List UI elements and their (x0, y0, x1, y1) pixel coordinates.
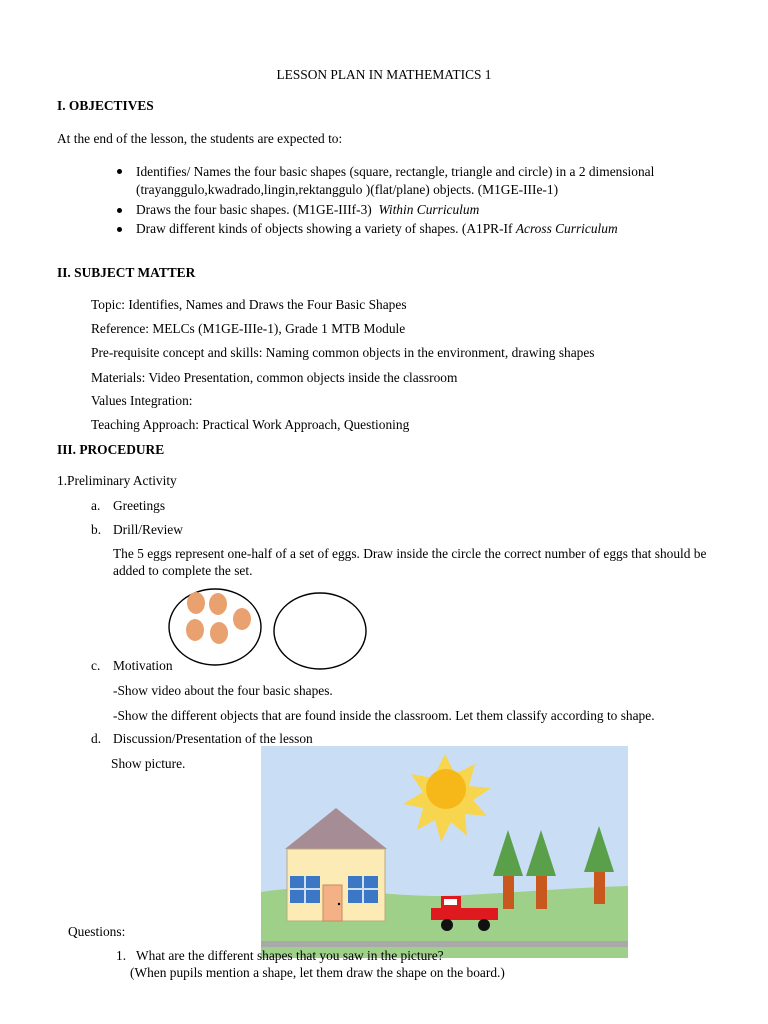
question-1-marker: 1. (116, 948, 127, 963)
shapes-scene-picture (261, 746, 628, 958)
objective-3 (136, 220, 618, 237)
egg-icon (187, 592, 205, 614)
list-marker-a: a. (91, 498, 101, 513)
values-line: Values Integration: (91, 393, 193, 408)
approach-line: Teaching Approach: Practical Work Approach, Questioning (91, 417, 410, 432)
topic-line: Topic: Identifies, Names and Draws the Four Basic Shapes (91, 297, 407, 312)
questions-label: Questions: (68, 924, 126, 939)
objective-1-line-2: (trayanggulo,kwadrado,lingin,rektanggulo )(flat/plane) objects. (M1GE-IIIe-1) (136, 182, 559, 197)
prerequisite-line: Pre-requisite concept and skills: Naming common objects in the environment, drawing shapes (91, 345, 595, 360)
motivation-line-2: -Show the different objects that are found inside the classroom. Let them classify according to shape. (113, 708, 655, 723)
empty-circle (274, 593, 366, 669)
objective-3-italic: Across Curriculum (515, 221, 618, 236)
list-marker-c: c. (91, 658, 101, 673)
egg-icon (209, 593, 227, 615)
window-left (290, 876, 320, 903)
objective-2 (136, 201, 479, 218)
bullet (117, 208, 122, 213)
show-picture-text: Show picture. (111, 756, 186, 771)
motivation-label: Motivation (113, 658, 173, 673)
document-title: LESSON PLAN IN MATHEMATICS 1 (276, 67, 492, 82)
discussion-label: Discussion/Presentation of the lesson (113, 731, 313, 746)
drill-review-label: Drill/Review (113, 522, 183, 537)
greetings-label: Greetings (113, 498, 166, 513)
egg-icon (233, 608, 251, 630)
bullet (117, 169, 122, 174)
objectives-heading: I. OBJECTIVES (57, 98, 154, 113)
question-1-note: (When pupils mention a shape, let them draw the shape on the board.) (130, 965, 505, 980)
objective-3-text: Draw different kinds of objects showing a variety of shapes. (A1PR-If (136, 221, 513, 236)
list-marker-b: b. (91, 522, 102, 537)
procedure-heading: III. PROCEDURE (57, 442, 165, 457)
motivation-line-1: -Show video about the four basic shapes. (113, 683, 333, 698)
objective-1-line-1: Identifies/ Names the four basic shapes (square, rectangle, triangle and circle) in a 2 dimensional (136, 164, 655, 179)
subject-matter-heading: II. SUBJECT MATTER (57, 265, 196, 280)
question-1-text: What are the different shapes that you saw in the picture? (136, 948, 444, 963)
drill-instruction-line-2: added to complete the set. (113, 563, 253, 578)
preliminary-activity: 1.Preliminary Activity (57, 473, 177, 488)
window-right (348, 876, 378, 903)
egg-icon (210, 622, 228, 644)
reference-line: Reference: MELCs (M1GE-IIIe-1), Grade 1 MTB Module (91, 321, 406, 336)
objectives-intro: At the end of the lesson, the students are expected to: (57, 131, 343, 146)
egg-group (186, 592, 251, 644)
objective-2-italic: Within Curriculum (378, 202, 480, 217)
objective-2-text: Draws the four basic shapes. (M1GE-IIIf-3) (136, 202, 372, 217)
materials-line: Materials: Video Presentation, common objects inside the classroom (91, 370, 458, 385)
eggs-circles-illustration (168, 580, 368, 670)
egg-icon (186, 619, 204, 641)
bullet (117, 227, 122, 232)
list-marker-d: d. (91, 731, 102, 746)
drill-instruction-line-1: The 5 eggs represent one-half of a set of eggs. Draw inside the circle the correct number of eggs that should be (113, 546, 707, 561)
